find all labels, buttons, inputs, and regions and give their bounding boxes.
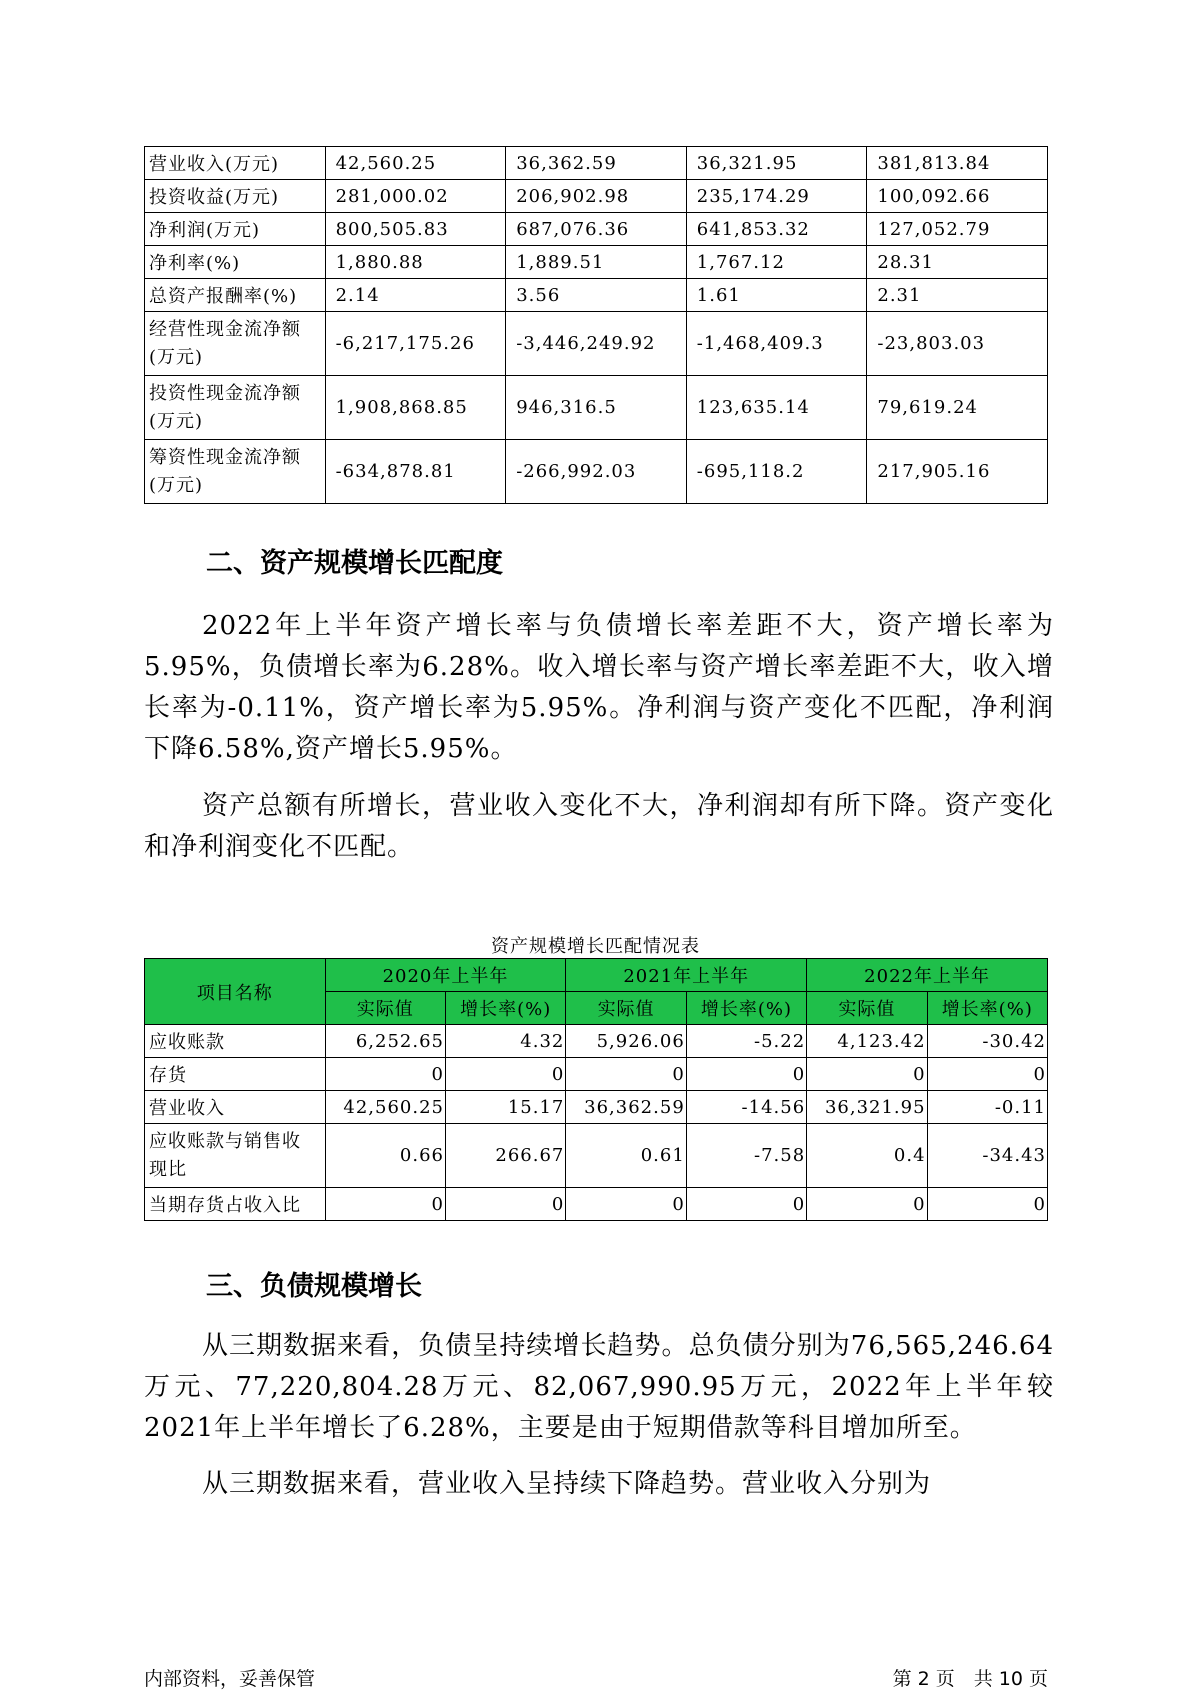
- table-row: [145, 213, 1048, 246]
- table-row: [145, 440, 1048, 504]
- table-row: [145, 1058, 1048, 1091]
- cell-value: 6,252.65: [325, 1025, 445, 1058]
- paragraph: 从三期数据来看，营业收入呈持续下降趋势。营业收入分别为: [202, 1469, 932, 1499]
- cell-value: 0: [566, 1188, 686, 1221]
- row-label: 营业收入(万元): [145, 147, 326, 180]
- cell-value: 687,076.36: [506, 213, 687, 246]
- footer-page-number: 第 2 页 共 10 页: [892, 1668, 1048, 1690]
- cell-value: 42,560.25: [325, 147, 506, 180]
- cell-value: -34.43: [927, 1124, 1047, 1188]
- row-label-line2: (万元): [149, 410, 204, 432]
- row-label: 营业收入: [145, 1091, 326, 1124]
- header-growth: 增长率(%): [686, 992, 806, 1025]
- cell-value: 0: [566, 1058, 686, 1091]
- cell-value: 1.61: [686, 279, 867, 312]
- cell-value: 0: [445, 1058, 565, 1091]
- cell-value: 206,902.98: [506, 180, 687, 213]
- row-label: 总资产报酬率(%): [145, 279, 326, 312]
- cell-value: 5,926.06: [566, 1025, 686, 1058]
- row-label-line1: 投资性现金流净额: [149, 382, 301, 404]
- cell-value: -23,803.03: [867, 312, 1048, 376]
- cell-value: 4.32: [445, 1025, 565, 1058]
- cell-value: -3,446,249.92: [506, 312, 687, 376]
- cell-value: 36,321.95: [686, 147, 867, 180]
- cell-value: 2.31: [867, 279, 1048, 312]
- row-label-line2: (万元): [149, 346, 204, 368]
- cell-value: 0.61: [566, 1124, 686, 1188]
- cell-value: 641,853.32: [686, 213, 867, 246]
- row-label: [145, 312, 326, 376]
- row-label: [145, 376, 326, 440]
- table-header-row: [145, 959, 1048, 992]
- header-period: 2020年上半年: [325, 959, 566, 992]
- row-label-line2: (万元): [149, 474, 204, 496]
- cell-value: 0: [325, 1058, 445, 1091]
- cell-value: 0: [686, 1188, 806, 1221]
- row-label-line1: 应收账款与销售收: [149, 1130, 301, 1152]
- cell-value: 0.66: [325, 1124, 445, 1188]
- row-label: 当期存货占收入比: [145, 1188, 326, 1221]
- table-row: [145, 180, 1048, 213]
- row-label-line2: 现比: [149, 1158, 187, 1180]
- cell-value: 1,908,868.85: [325, 376, 506, 440]
- paragraph: 资产总额有所增长，营业收入变化不大，净利润却有所下降。资产变化和净利润变化不匹配。: [144, 791, 1054, 862]
- table-row: [145, 376, 1048, 440]
- cell-value: 235,174.29: [686, 180, 867, 213]
- cell-value: 217,905.16: [867, 440, 1048, 504]
- financial-indicators-table: [144, 146, 1048, 504]
- row-label: 净利润(万元): [145, 213, 326, 246]
- header-period: 2021年上半年: [566, 959, 807, 992]
- cell-value: 381,813.84: [867, 147, 1048, 180]
- cell-value: 1,767.12: [686, 246, 867, 279]
- table-caption: 资产规模增长匹配情况表: [491, 936, 700, 957]
- cell-value: -0.11: [927, 1091, 1047, 1124]
- section-heading: 三、负债规模增长: [206, 1271, 422, 1302]
- cell-value: -266,992.03: [506, 440, 687, 504]
- cell-value: 0: [807, 1188, 927, 1221]
- cell-value: 123,635.14: [686, 376, 867, 440]
- table-row: [145, 1025, 1048, 1058]
- cell-value: 946,316.5: [506, 376, 687, 440]
- cell-value: 0: [807, 1058, 927, 1091]
- cell-value: 800,505.83: [325, 213, 506, 246]
- table-row: [145, 1188, 1048, 1221]
- row-label-line1: 经营性现金流净额: [149, 318, 301, 340]
- cell-value: 266.67: [445, 1124, 565, 1188]
- cell-value: 36,362.59: [566, 1091, 686, 1124]
- cell-value: -1,468,409.3: [686, 312, 867, 376]
- row-label: [145, 1124, 326, 1188]
- cell-value: -14.56: [686, 1091, 806, 1124]
- cell-value: 4,123.42: [807, 1025, 927, 1058]
- row-label: 投资收益(万元): [145, 180, 326, 213]
- row-label: 净利率(%): [145, 246, 326, 279]
- table-row: [145, 312, 1048, 376]
- header-period: 2022年上半年: [807, 959, 1048, 992]
- asset-growth-match-table: [144, 958, 1048, 1221]
- cell-value: -695,118.2: [686, 440, 867, 504]
- table-row: [145, 147, 1048, 180]
- cell-value: -7.58: [686, 1124, 806, 1188]
- cell-value: 0: [686, 1058, 806, 1091]
- cell-value: 3.56: [506, 279, 687, 312]
- cell-value: 0: [927, 1188, 1047, 1221]
- cell-value: 0: [445, 1188, 565, 1221]
- header-actual: 实际值: [807, 992, 927, 1025]
- table-row: [145, 246, 1048, 279]
- cell-value: 127,052.79: [867, 213, 1048, 246]
- header-growth: 增长率(%): [445, 992, 565, 1025]
- cell-value: 0.4: [807, 1124, 927, 1188]
- cell-value: 15.17: [445, 1091, 565, 1124]
- row-label-line1: 筹资性现金流净额: [149, 446, 301, 468]
- cell-value: 28.31: [867, 246, 1048, 279]
- header-item-name: 项目名称: [145, 959, 326, 1025]
- header-growth: 增长率(%): [927, 992, 1047, 1025]
- cell-value: 100,092.66: [867, 180, 1048, 213]
- row-label: [145, 440, 326, 504]
- cell-value: 0: [927, 1058, 1047, 1091]
- section-heading: 二、资产规模增长匹配度: [206, 548, 503, 579]
- paragraph: 2022年上半年资产增长率与负债增长率差距不大，资产增长率为5.95%，负债增长率为6.28%。收入增长率与资产增长率差距不大，收入增长率为-0.11%，资产增长率为5.95%。净利润与资产变化不匹配，净利润下降6.58%,资产增长5.95%。: [144, 611, 1054, 764]
- cell-value: -634,878.81: [325, 440, 506, 504]
- table-row: [145, 279, 1048, 312]
- row-label: 应收账款: [145, 1025, 326, 1058]
- cell-value: 36,362.59: [506, 147, 687, 180]
- table-row: [145, 1091, 1048, 1124]
- cell-value: 79,619.24: [867, 376, 1048, 440]
- paragraph: 从三期数据来看，负债呈持续增长趋势。总负债分别为76,565,246.64万元、77,220,804.28万元、82,067,990.95万元，2022年上半年较2021年上半年增长了6.28%，主要是由于短期借款等科目增加所至。: [144, 1331, 1054, 1443]
- header-actual: 实际值: [566, 992, 686, 1025]
- row-label: 存货: [145, 1058, 326, 1091]
- cell-value: 281,000.02: [325, 180, 506, 213]
- table-row: [145, 1124, 1048, 1188]
- cell-value: -6,217,175.26: [325, 312, 506, 376]
- cell-value: 1,889.51: [506, 246, 687, 279]
- cell-value: 42,560.25: [325, 1091, 445, 1124]
- cell-value: 0: [325, 1188, 445, 1221]
- cell-value: -30.42: [927, 1025, 1047, 1058]
- footer-confidential: 内部资料，妥善保管: [144, 1668, 316, 1690]
- cell-value: -5.22: [686, 1025, 806, 1058]
- cell-value: 36,321.95: [807, 1091, 927, 1124]
- header-actual: 实际值: [325, 992, 445, 1025]
- cell-value: 1,880.88: [325, 246, 506, 279]
- cell-value: 2.14: [325, 279, 506, 312]
